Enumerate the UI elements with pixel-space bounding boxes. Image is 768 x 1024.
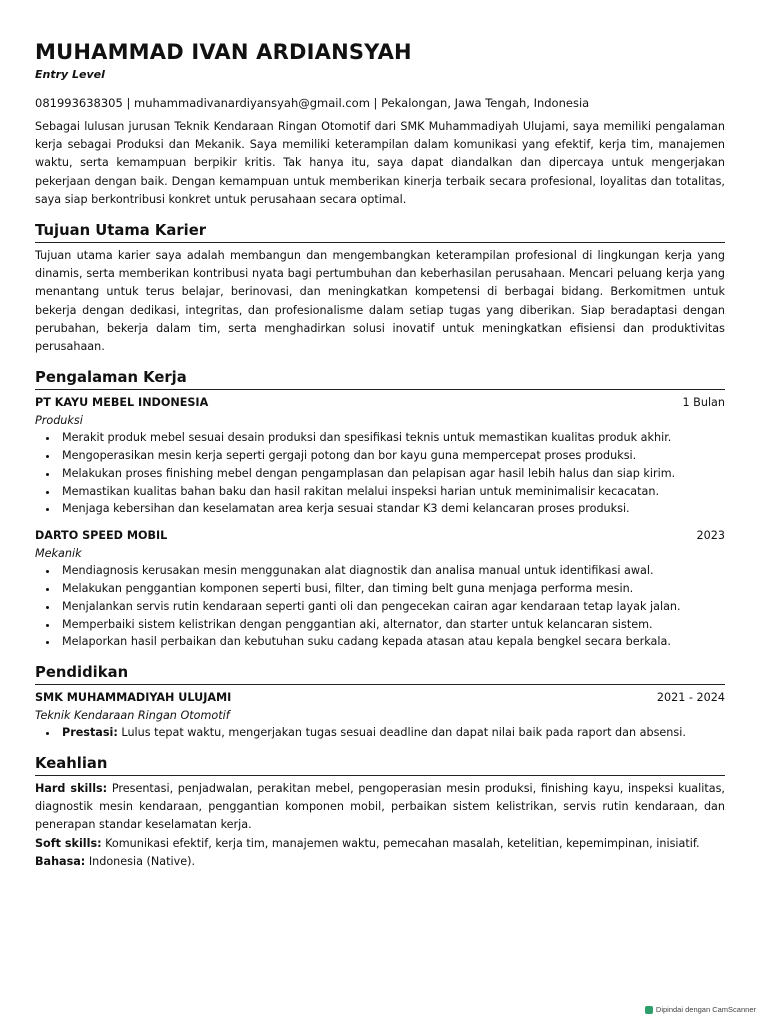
achievement-text: Lulus tepat waktu, mengerjakan tugas sesuai deadline dan dapat nilai baik pada raport dan absensi. <box>121 726 686 740</box>
skills-section <box>35 754 725 871</box>
scanner-text: Dipindai dengan CamScanner <box>655 1005 756 1014</box>
education-major: Teknik Kendaraan Ringan Otomotif <box>35 709 230 723</box>
career-level: Entry Level <box>35 68 105 81</box>
career-goal-text: Tujuan utama karier saya adalah membangun dan mengembangkan keterampilan profesional di lingkungan kerja yang dinamis, serta memberikan kontribusi nyata bagi pertumbuhan dan keberhasilan perusahaan. Mencari peluang kerja yang menantang untuk terus belajar, berinovasi, dan meningkatkan kompetensi di berbagai bidang. Berkomitmen untuk bekerja dengan dedikasi, integritas, dan profesionalisme dalam setiap tugas yang diberikan. Siap beradaptasi dengan perubahan, bekerja dalam tim, serta menghadirkan solusi inovatif untuk meningkatkan efisiensi dan produktivitas perusahaan. <box>35 249 725 354</box>
list-item: • Mengoperasikan mesin kerja seperti gergaji potong dan bor kayu guna mempercepat proses produksi. <box>59 447 725 465</box>
hard-skills-text: Presentasi, penjadwalan, perakitan mebel, pengoperasian mesin produksi, finishing kayu, inspeksi kualitas, diagnostik mesin kendaraan, penggantian komponen mobil, perbaikan sistem kelistrikan, servis rutin kendaraan, dan penerapan standar keselamatan kerja. <box>35 782 725 832</box>
school-name: SMK MUHAMMADIYAH ULUJAMI <box>35 691 232 705</box>
languages-text: Indonesia (Native). <box>88 854 196 868</box>
soft-skills <box>35 835 725 853</box>
list-item: • Memastikan kualitas bahan baku dan hasil rakitan melalui inspeksi harian untuk meminimalisir kecacatan. <box>59 483 725 501</box>
job-role: Produksi <box>35 414 83 428</box>
list-item: • Mendiagnosis kerusakan mesin menggunakan alat diagnostik dan analisa manual untuk identifikasi awal. <box>59 562 725 580</box>
job-role: Mekanik <box>35 547 82 561</box>
hard-skills-label: Hard skills: <box>35 782 108 795</box>
section-title: Keahlian <box>35 754 725 776</box>
section-title: Pengalaman Kerja <box>35 368 725 390</box>
candidate-name: MUHAMMAD IVAN ARDIANSYAH <box>35 40 412 64</box>
education-achievements <box>35 724 725 742</box>
list-item: • Memperbaiki sistem kelistrikan dengan penggantian aki, alternator, dan starter untuk kelancaran sistem. <box>59 616 725 634</box>
languages <box>35 853 725 871</box>
list-item: • Melakukan penggantian komponen seperti busi, filter, dan timing belt guna menjaga performa mesin. <box>59 580 725 598</box>
soft-skills-text: Komunikasi efektif, kerja tim, manajemen waktu, pemecahan masalah, ketelitian, kepemimpinan, inisiatif. <box>105 836 700 850</box>
education-section <box>35 663 725 742</box>
section-title: Pendidikan <box>35 663 725 685</box>
job-duties <box>35 429 725 518</box>
job-period: 2023 <box>696 529 725 543</box>
job-entry <box>35 394 725 518</box>
resume-page <box>35 38 725 871</box>
job-entry <box>35 527 725 651</box>
list-item: • Menjaga kebersihan dan keselamatan area kerja sesuai standar K3 demi kelancaran proses produksi. <box>59 500 725 518</box>
job-duties <box>35 562 725 651</box>
soft-skills-label: Soft skills: <box>35 836 102 850</box>
list-item: • Melakukan proses finishing mebel dengan pengamplasan dan pelapisan agar hasil lebih halus dan siap kirim. <box>59 465 725 483</box>
education-entry <box>35 689 725 742</box>
hard-skills <box>35 780 725 835</box>
camscanner-logo-icon <box>645 1006 653 1014</box>
experience-section <box>35 368 725 651</box>
company-name: DARTO SPEED MOBIL <box>35 529 168 543</box>
list-item: • Melaporkan hasil perbaikan dan kebutuhan suku cadang kepada atasan atau kepala bengkel secara berkala. <box>59 633 725 651</box>
summary-paragraph: Sebagai lulusan jurusan Teknik Kendaraan Ringan Otomotif dari SMK Muhammadiyah Ulujami, saya memiliki pengalaman kerja sebagai Produksi dan Mekanik. Saya memiliki keterampilan dalam komunikasi yang efektif, kerja tim, manajemen waktu, serta kemampuan berpikir kritis. Tak hanya itu, saya dapat diandalkan dan dipercaya untuk mengerjakan pekerjaan dengan baik. Dengan kemampuan untuk memberikan kinerja terbaik secara profesional, loyalitas dan totalitas, saya siap berkontribusi konkret untuk perusahaan secara optimal. <box>35 120 725 206</box>
job-period: 1 Bulan <box>682 396 725 410</box>
section-title: Tujuan Utama Karier <box>35 221 725 243</box>
education-period: 2021 - 2024 <box>656 691 725 705</box>
contact-line: 081993638305 | muhammadivanardiyansyah@gmail.com | Pekalongan, Jawa Tengah, Indonesia <box>35 96 590 110</box>
career-goal-section <box>35 221 725 356</box>
list-item: • Menjalankan servis rutin kendaraan seperti ganti oli dan pengecekan cairan agar kendaraan tetap layak jalan. <box>59 598 725 616</box>
scanner-watermark <box>645 1005 756 1014</box>
company-name: PT KAYU MEBEL INDONESIA <box>35 396 209 410</box>
list-item: • Merakit produk mebel sesuai desain produksi dan spesifikasi teknis untuk memastikan kualitas produk akhir. <box>59 429 725 447</box>
achievement-label: Prestasi: <box>62 726 118 740</box>
languages-label: Bahasa: <box>35 854 86 868</box>
list-item <box>59 724 725 742</box>
